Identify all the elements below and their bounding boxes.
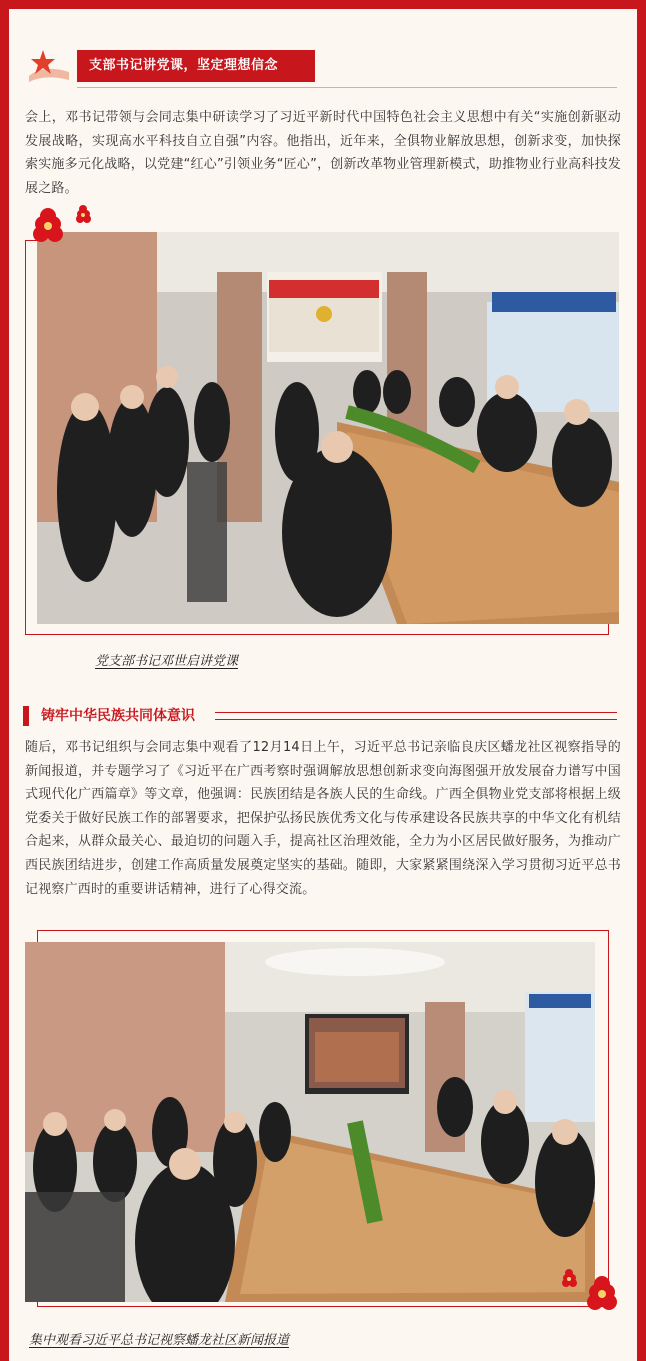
divider (77, 87, 617, 88)
article-page (9, 0, 637, 1361)
accent-bar (23, 706, 29, 726)
photo-caption-2: 集中观看习近平总书记视察蟠龙社区新闻报道 (29, 1333, 290, 1348)
section2-paragraph: 随后，邓书记组织与会同志集中观看了12月14日上午，习近平总书记亲临良庆区蟠龙社区视察指导的新闻报道，并专题学习了《习近平在广西考察时强调解放思想创新求变向海图强开放发展奋力谱写中国式现代化广西篇章》等文章，他强调：民族团结是各族人民的生命线。广西全俱物业党支部将根据上级党委关于做好民族工作的部署要求，把保护弘扬民族优秀文化与传承建设各民族共享的中华文化有机结合起来，从群众最关心、最迫切的问题入手，提高社区治理效能，全力为小区居民做好服务，为推动广西民族团结进步，创建工作高质量发展奠定坚实的基础。随即，大家紧紧围绕深入学习贯彻习近平总书记视察广西时的重要讲话精神，进行了心得交流。 (25, 740, 621, 897)
divider (215, 712, 617, 720)
flower-icon (23, 204, 93, 250)
flower-icon (557, 1268, 627, 1314)
meeting-photo-2 (25, 942, 595, 1302)
section2-title: 铸牢中华民族共同体意识 (41, 708, 195, 724)
section1-header (25, 46, 625, 94)
photo-caption-1: 党支部书记邓世启讲党课 (95, 654, 239, 669)
section1-banner-title: 支部书记讲党课，坚定理想信念 (77, 50, 315, 82)
star-icon (25, 46, 71, 86)
meeting-photo-1 (37, 232, 619, 624)
section1-paragraph: 会上，邓书记带领与会同志集中研读学习了习近平新时代中国特色社会主义思想中有关“实施创新驱动发展战略，实现高水平科技自立自强”内容。他指出，近年来，全俱物业解放思想，创新求变，加快探索实施多元化战略，以党建“红心”引领业务“匠心”，创新改革物业管理新模式，助推物业行业高科技发展之路。 (25, 110, 621, 196)
section2-header (23, 704, 621, 728)
